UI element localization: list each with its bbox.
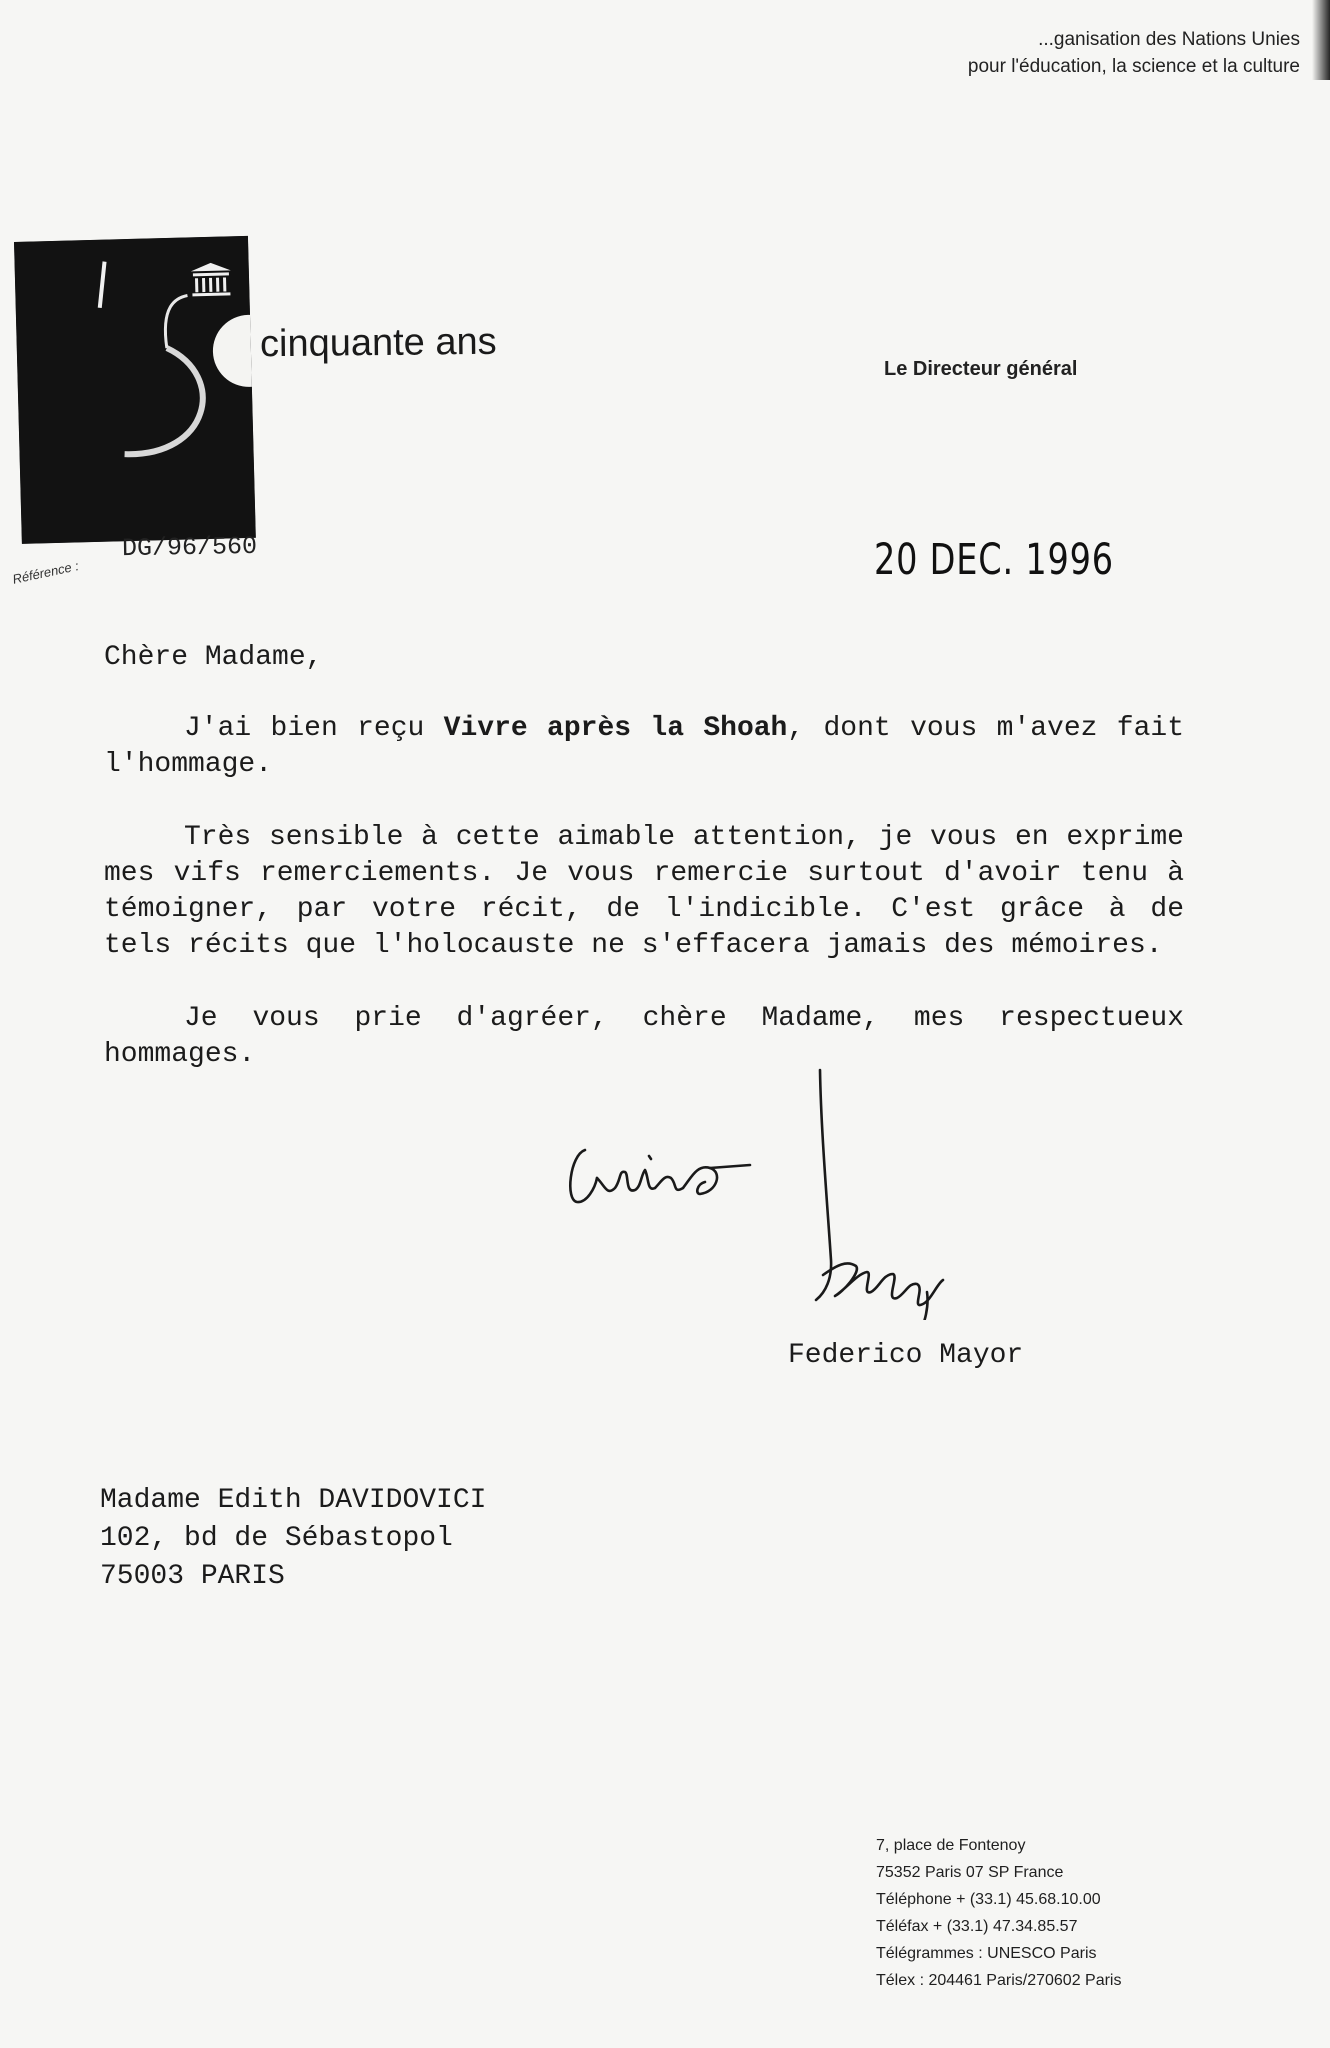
recipient-street: 102, bd de Sébastopol (100, 1523, 453, 1554)
salutation: Chère Madame, (104, 642, 323, 673)
footer-telefax: Téléfax + (33.1) 47.34.85.57 (876, 1918, 1078, 1935)
org-line-2: pour l'éducation, la science et la culture (967, 56, 1300, 77)
recipient-name: Madame Edith DAVIDOVICI (100, 1485, 487, 1516)
page-edge-shadow (1312, 0, 1330, 80)
logo-caption: cinquante ans (259, 320, 497, 366)
letter-body (104, 640, 1184, 1110)
organization-header (860, 26, 1300, 80)
paragraph-1-start: J'ai bien reçu (184, 713, 444, 744)
recipient-city: 75003 PARIS (100, 1561, 285, 1592)
unesco-50-logo (14, 236, 256, 544)
footer-address-2: 75352 Paris 07 SP France (876, 1864, 1064, 1881)
book-title: Vivre après la Shoah (443, 713, 788, 744)
org-line-1: ...ganisation des Nations Unies (1038, 29, 1300, 50)
paragraph-1-end: , dont vous m'avez fait l'hommage. (104, 713, 1184, 780)
footer-telephone: Téléphone + (33.1) 45.68.10.00 (876, 1891, 1101, 1908)
paragraph-3: Je vous prie d'agréer, chère Madame, mes respectueux hommages. (104, 1003, 1184, 1070)
date-stamp: 20 DEC. 1996 (874, 535, 1114, 585)
reference-number: DG/96/560 (121, 531, 258, 564)
paragraph-2: Très sensible à cette aimable attention, je vous en exprime mes vifs remerciements. Je vous remercie surtout d'avoir tenu à témoigner, par votre récit, de l'indicible. C'est grâce à de tels récits que l'holocauste ne s'effacera jamais des mémoires. (104, 822, 1184, 961)
handwritten-signature (545, 1060, 1045, 1320)
paragraph-1 (104, 711, 1184, 783)
footer-telegrammes: Télégrammes : UNESCO Paris (876, 1945, 1097, 1962)
signer-name: Federico Mayor (788, 1340, 1024, 1371)
reference-label: Référence : (11, 558, 81, 587)
footer-telex: Télex : 204461 Paris/270602 Paris (876, 1972, 1122, 1989)
logo-graphic (14, 236, 256, 544)
recipient-address (100, 1482, 486, 1596)
director-title: Le Directeur général (884, 358, 1078, 380)
footer-contact (876, 1832, 1121, 1994)
footer-address-1: 7, place de Fontenoy (876, 1837, 1026, 1854)
